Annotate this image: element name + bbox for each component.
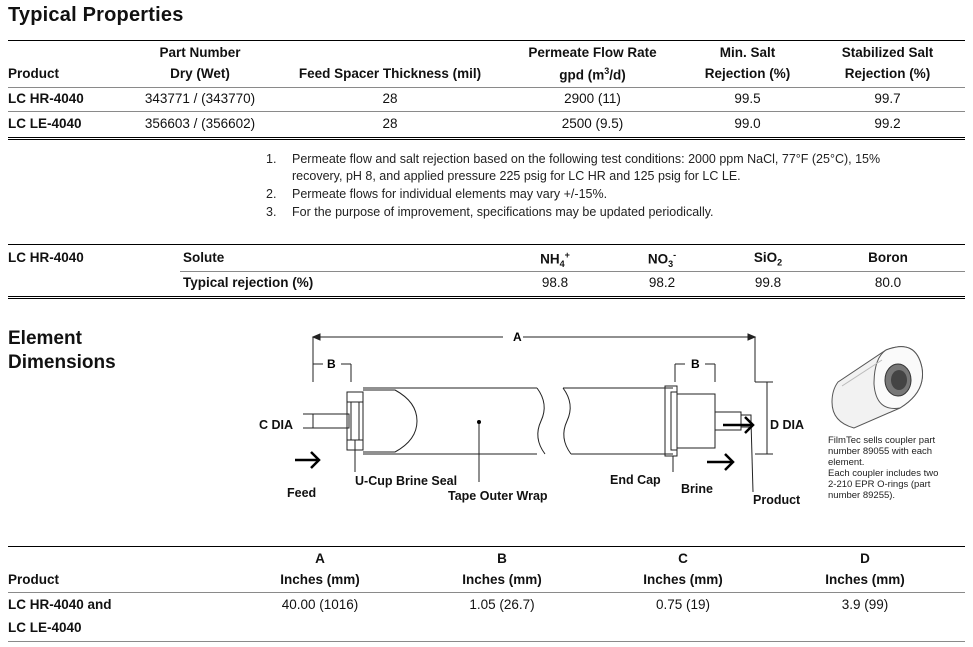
solute-label: Solute xyxy=(183,250,225,265)
table-cell-flow: 2900 (11) xyxy=(564,91,621,106)
table-cell-stab: 99.2 xyxy=(874,116,901,131)
header-product: Product xyxy=(8,66,60,81)
solute-boron: Boron xyxy=(868,250,908,265)
header-feed-spacer: Feed Spacer Thickness (mil) xyxy=(298,66,482,81)
dim-row-product: LC HR-4040 and xyxy=(8,597,112,612)
rejection-value: 99.8 xyxy=(754,275,782,290)
table-row-product: LC LE-4040 xyxy=(8,116,82,131)
dim-header-unit: Inches (mm) xyxy=(462,572,542,587)
note-text: For the purpose of improvement, specifications may be updated periodically. xyxy=(292,205,714,219)
solute-product: LC HR-4040 xyxy=(8,250,84,265)
header-min-salt: Min. Salt xyxy=(719,45,776,60)
dim-header-product: Product xyxy=(8,572,60,587)
table-bottom-rule xyxy=(8,296,965,299)
table-row-product: LC HR-4040 xyxy=(8,91,84,106)
table-bottom-rule xyxy=(8,137,965,140)
dim-header-letter: A xyxy=(315,551,325,566)
note-number: 3. xyxy=(266,205,277,219)
divider xyxy=(8,244,965,245)
section-title: Element xyxy=(8,328,82,349)
dim-label-b: B xyxy=(691,357,700,371)
note-number: 1. xyxy=(266,152,277,166)
dim-value: 0.75 (19) xyxy=(655,597,711,612)
note-text-cont: recovery, pH 8, and applied pressure 225 psig for LC HR and 125 psig for LC LE. xyxy=(292,169,741,183)
header-part-number-sub: Dry (Wet) xyxy=(170,66,230,81)
table-cell-min: 99.0 xyxy=(734,116,761,131)
dim-header-unit: Inches (mm) xyxy=(643,572,723,587)
header-part-number: Part Number xyxy=(159,45,241,60)
table-cell-spacer: 28 xyxy=(382,91,398,106)
feed-label: Feed xyxy=(287,486,317,500)
dim-label-b: B xyxy=(327,357,336,371)
row-divider xyxy=(8,111,965,112)
ucup-label: U-Cup Brine Seal xyxy=(355,474,458,488)
table-cell-stab: 99.7 xyxy=(874,91,901,106)
dim-label-a: A xyxy=(513,330,522,344)
dim-header-unit: Inches (mm) xyxy=(280,572,360,587)
rejection-value: 80.0 xyxy=(874,275,902,290)
header-stab-salt-unit: Rejection (%) xyxy=(844,66,931,81)
d-dia-label: D DIA xyxy=(770,418,805,432)
dim-value: 40.00 (1016) xyxy=(281,597,359,612)
dim-value: 1.05 (26.7) xyxy=(469,597,535,612)
section-title: Dimensions xyxy=(8,352,116,373)
dim-header-letter: D xyxy=(860,551,870,566)
note-text: Permeate flows for individual elements may vary +/-15%. xyxy=(292,187,608,201)
coupler-image xyxy=(828,342,928,430)
table-cell-part: 356603 / (356602) xyxy=(144,116,256,131)
solute-no3: $NO_3^-$ xyxy=(647,250,677,270)
row-divider xyxy=(8,592,965,593)
note-text: Permeate flow and salt rejection based on the following test conditions: 2000 ppm NaCl, 77°F (25°C), 15% xyxy=(292,152,881,166)
rejection-value: 98.2 xyxy=(648,275,676,290)
dim-value: 3.9 (99) xyxy=(841,597,889,612)
header-min-salt-unit: Rejection (%) xyxy=(704,66,791,81)
dim-header-unit: Inches (mm) xyxy=(825,572,905,587)
solute-sio2: SiO$_2$ xyxy=(753,250,783,268)
header-stab-salt: Stabilized Salt xyxy=(841,45,934,60)
row-divider xyxy=(8,87,965,88)
table-cell-part: 343771 / (343770) xyxy=(144,91,256,106)
divider xyxy=(8,546,965,547)
divider xyxy=(8,40,965,41)
element-diagram xyxy=(255,322,815,510)
row-divider xyxy=(180,271,965,272)
solute-nh4: $NH_4^+$ xyxy=(540,250,570,270)
page-title: Typical Properties xyxy=(8,4,184,26)
row-divider xyxy=(8,641,965,642)
rejection-label: Typical rejection (%) xyxy=(183,275,314,290)
note-number: 2. xyxy=(266,187,277,201)
table-cell-min: 99.5 xyxy=(734,91,761,106)
header-flow: Permeate Flow Rate xyxy=(528,45,657,60)
dim-row-product: LC LE-4040 xyxy=(8,620,82,635)
header-flow-unit: gpd $(m^3/d)$ xyxy=(559,66,626,83)
dim-header-letter: B xyxy=(497,551,507,566)
table-cell-spacer: 28 xyxy=(382,116,398,131)
product-label: Product xyxy=(753,493,801,507)
dim-header-letter: C xyxy=(678,551,688,566)
end-cap-label: End Cap xyxy=(610,473,661,487)
c-dia-label: C DIA xyxy=(259,418,294,432)
table-cell-flow: 2500 (9.5) xyxy=(561,116,624,131)
coupler-note: FilmTec sells coupler part number 89055 with each element. Each coupler includes two 2-210 EPR O-rings (part number 89255). xyxy=(828,435,939,501)
rejection-value: 98.8 xyxy=(541,275,569,290)
brine-label: Brine xyxy=(681,482,713,496)
tape-label: Tape Outer Wrap xyxy=(448,489,548,503)
